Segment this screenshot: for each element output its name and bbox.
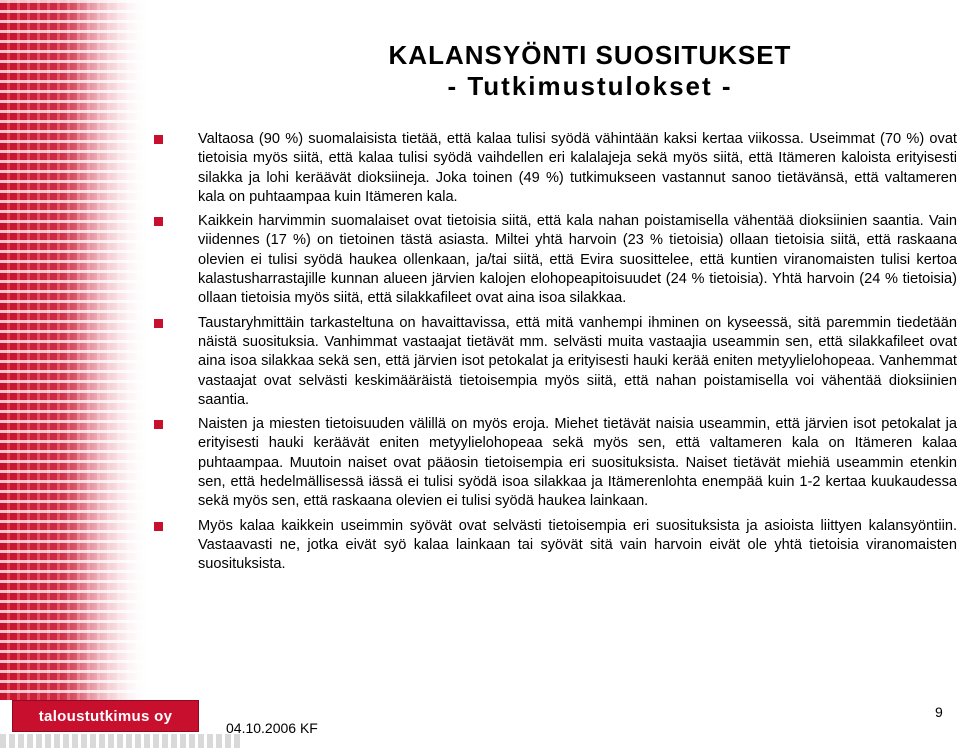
logo-stripe-decoration xyxy=(0,734,240,748)
slide-title xyxy=(300,40,880,102)
bullet-text: Myös kalaa kaikkein useimmin syövät ovat selvästi tietoisempia eri suosituksista ja asioista liittyen kalansyöntiin. Vastaavasti ne, jotka eivät syö kalaa lainkaan tai syövät sitä vain harvoin eivät ole yhtä tietoisia viranomaisten suosituksista. xyxy=(198,517,957,573)
title-main: KALANSYÖNTI SUOSITUKSET xyxy=(388,40,792,70)
footer-date: 04.10.2006 KF xyxy=(226,720,318,736)
bullet-item xyxy=(152,212,957,308)
bullet-text: Valtaosa (90 %) suomalaisista tietää, että kalaa tulisi syödä vähintään kaksi kertaa viikossa. Useimmat (70 %) ovat tietoisia myös siitä, että kalaa tulisi syödä vaihdellen eri kalalajeja sekä myös siitä, että Itämeren kaloista erityisesti silakka ja lohi keräävät dioksiineja. Joka toinen (49 %) tutkimukseen vastannut sanoo tietävänsä, että valtameren kala on puhtaampaa kuin Itämeren kala. xyxy=(198,131,957,205)
decorative-side-fade xyxy=(0,0,150,700)
bullet-text: Naisten ja miesten tietoisuuden välillä on myös eroja. Miehet tietävät naisia useammin, että järvien isot petokalat ja erityisesti hauki keräävät eniten metyylielohopeaa sekä myös sen, että valtameren kala on Itämeren kalaa puhtaampaa. Muutoin naiset ovat pääosin tietoisempia eri suosituksista. Naiset tietävät miehiä useammin etenkin sen, että hedelmällisessä iässä ei tulisi syödä isoa silakkaa ja Itämerenlohta enempää kuin 1-2 kertaa kuukaudessa sekä myös sen, että raskaana olevien ei tulisi syödä haukea lainkaan. xyxy=(198,416,957,510)
bullet-item xyxy=(152,130,957,207)
bullet-item xyxy=(152,517,957,575)
bullet-item xyxy=(152,415,957,511)
square-bullet-icon xyxy=(154,217,163,226)
square-bullet-icon xyxy=(154,420,163,429)
square-bullet-icon xyxy=(154,319,163,328)
title-subtitle: - Tutkimustulokset - xyxy=(447,71,733,101)
square-bullet-icon xyxy=(154,522,163,531)
bullet-text: Kaikkein harvimmin suomalaiset ovat tietoisia siitä, että kala nahan poistamisella vähentää dioksiinien saantia. Vain viidennes (17 %) on tietoinen tästä asiasta. Miltei yhtä harvoin (23 % tietoisia) ollaan tietoisia siitä, että raskaana olevien ei tulisi syödä haukea ollenkaan, ja/tai siitä, että Evira suosittelee, että kuntien viranomaisten tulisi kertoa kalastusharrastajille kunnan alueen järvien kalojen elohopeapitoisuudet (24 % tietoisia). Yhtä harvoin (24 % tietoisia) ollaan tietoisia myös siitä, että silakkafileet ovat aina isoa silakkaa. xyxy=(198,213,957,307)
bullet-text: Taustaryhmittäin tarkasteltuna on havaittavissa, että mitä vanhempi ihminen on kyseessä, sitä paremmin tiedetään näistä suosituksia. Vanhimmat vastaajat tietävät mm. selvästi muita vastaajia useammin sen, että silakkafileet ovat aina isoa silakkaa sekä sen, että järvien isot petokalat ja erityisesti hauki kerää eniten metyylielohopeaa. Vanhemmat vastaajat ovat selvästi keskimääräistä tietoisempia myös siitä, että nahan poistamisella voi vähentää dioksiinien saantia. xyxy=(198,314,957,408)
logo-text: taloustutkimus oy xyxy=(38,707,173,725)
square-bullet-icon xyxy=(154,135,163,144)
company-logo xyxy=(12,700,199,732)
bullet-list xyxy=(152,130,957,580)
bullet-item xyxy=(152,314,957,410)
page-number: 9 xyxy=(935,704,943,720)
